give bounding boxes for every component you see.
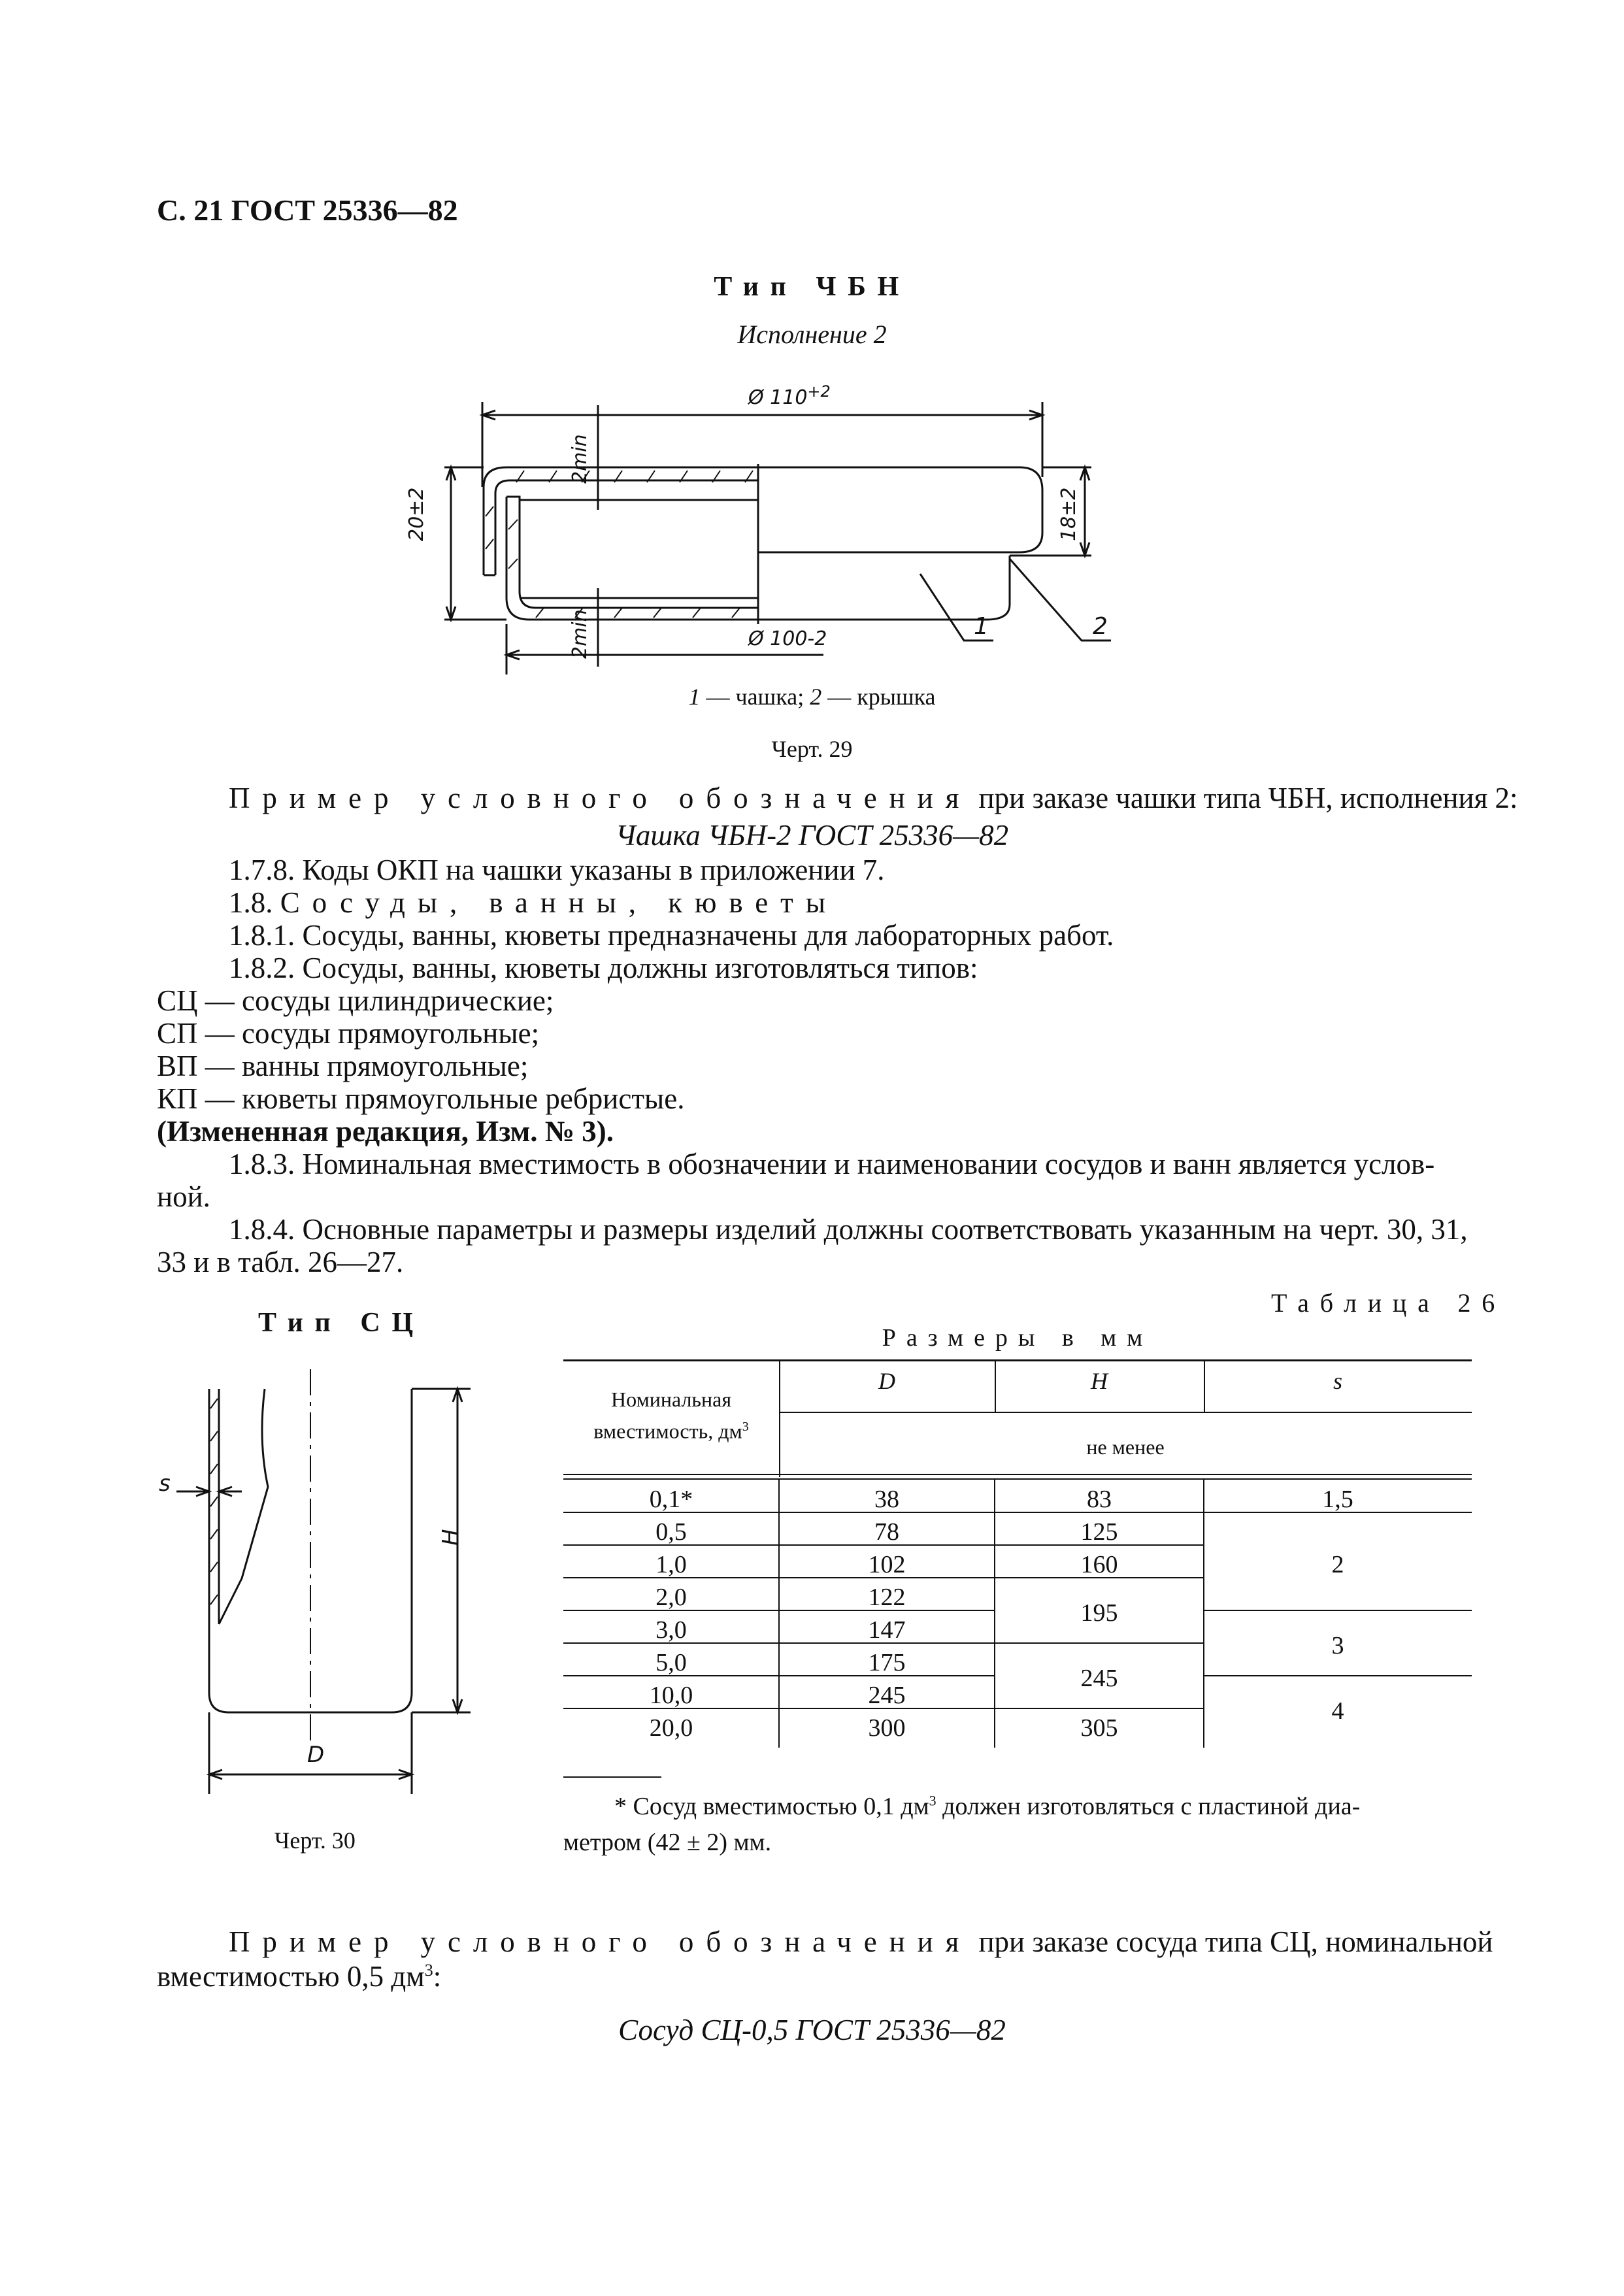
- dim-d-top: Ø $110^{+2}$: [748, 382, 831, 409]
- para-1-8-3b: ной.: [157, 1180, 210, 1213]
- cell-cap-0: 0,1*: [649, 1486, 693, 1513]
- col-header-s: s: [1333, 1368, 1342, 1394]
- para-1-8-2: 1.8.2. Сосуды, ванны, кюветы должны изготовляться типов:: [229, 952, 978, 984]
- figure-29-caption: Черт. 29: [771, 736, 853, 762]
- cell-d-1: 78: [874, 1518, 899, 1546]
- hdr-mid-rule: [779, 1412, 1472, 1413]
- table-26-units: Размеры в мм: [882, 1324, 1153, 1352]
- col-header-d: D: [878, 1368, 895, 1394]
- page-header: С. 21 ГОСТ 25336—82: [157, 193, 458, 227]
- table-26-title: Таблица 26: [1271, 1288, 1506, 1318]
- cell-cap-4: 3,0: [655, 1616, 687, 1644]
- sc-drawing: [150, 1363, 490, 1807]
- cell-cap-5: 5,0: [655, 1649, 687, 1676]
- cell-h-1: 125: [1080, 1518, 1118, 1546]
- type-sc-title: Тип СЦ: [258, 1308, 425, 1338]
- para-1-8: 1.8. Сосуды, ванны, кюветы: [229, 886, 838, 919]
- dim-min-top: 2min: [569, 434, 591, 484]
- cell-d-7: 300: [868, 1714, 906, 1742]
- cell-cap-3: 2,0: [655, 1584, 687, 1611]
- cell-h-5: 245: [1080, 1665, 1118, 1692]
- cell-d-3: 122: [868, 1584, 906, 1611]
- cell-d-5: 175: [868, 1649, 906, 1676]
- legend: 1 — чашка; 2 — крышка: [688, 684, 936, 710]
- footnote-rule: [563, 1776, 661, 1778]
- dim-s: s: [159, 1471, 171, 1497]
- type-vp: ВП — ванны прямоугольные;: [157, 1050, 529, 1082]
- example-1-value: Чашка ЧБН-2 ГОСТ 25336—82: [615, 819, 1009, 852]
- para-1-7-8: 1.7.8. Коды ОКП на чашки указаны в приложении 7.: [229, 854, 885, 886]
- dim-h-left: 20±2: [405, 487, 428, 541]
- dim-d: D: [307, 1742, 325, 1768]
- example-2-value: Сосуд СЦ-0,5 ГОСТ 25336—82: [618, 2014, 1006, 2046]
- type-chbn-subtitle: Исполнение 2: [737, 320, 887, 349]
- type-sp: СП — сосуды прямоугольные;: [157, 1017, 540, 1050]
- cell-s-4: 3: [1331, 1632, 1344, 1659]
- para-1-8-3a: 1.8.3. Номинальная вместимость в обозначении и наименовании сосудов и ванн является услов-: [229, 1148, 1435, 1180]
- para-1-8-4a: 1.8.4. Основные параметры и размеры изделий должны соответствовать указанным на черт. 30, 31,: [229, 1213, 1468, 1246]
- cell-cap-7: 20,0: [649, 1714, 693, 1742]
- footnote-line-1: * Сосуд вместимостью 0,1 $дм^3$ должен изготовляться с пластиной диа-: [614, 1792, 1361, 1820]
- min-note: не менее: [1086, 1435, 1165, 1459]
- cell-h-7: 305: [1080, 1714, 1118, 1742]
- cell-cap-2: 1,0: [655, 1551, 687, 1578]
- para-1-8-1: 1.8.1. Сосуды, ванны, кюветы предназначены для лабораторных работ.: [229, 919, 1114, 952]
- type-kp: КП — кюветы прямоугольные ребристые.: [157, 1082, 685, 1115]
- para-1-8-4b: 33 и в табл. 26—27.: [157, 1246, 404, 1278]
- cell-d-0: 38: [874, 1486, 899, 1513]
- cell-cap-1: 0,5: [655, 1518, 687, 1546]
- cell-d-2: 102: [868, 1551, 906, 1578]
- table-top-rule: [563, 1359, 1472, 1361]
- dim-h: H: [438, 1529, 464, 1546]
- dim-d-bottom: Ø 100-2: [748, 627, 827, 650]
- dim-min-bottom: 2min: [569, 609, 591, 659]
- footnote-line-2: метром (42 ± 2) мм.: [563, 1829, 772, 1856]
- cell-s-0: 1,5: [1322, 1486, 1353, 1513]
- col-header-capacity: Номинальная вместимость, $дм^3$: [593, 1388, 749, 1443]
- type-sc: СЦ — сосуды цилиндрические;: [157, 984, 554, 1017]
- type-chbn-title: Тип ЧБН: [714, 272, 910, 302]
- cell-h-3: 195: [1080, 1599, 1118, 1627]
- cell-h-0: 83: [1087, 1486, 1112, 1513]
- cell-h-2: 160: [1080, 1551, 1118, 1578]
- callout-1: 1: [974, 613, 989, 640]
- amendment: (Измененная редакция, Изм. № 3).: [157, 1115, 614, 1148]
- cell-s-2: 2: [1331, 1551, 1344, 1578]
- hdr-bottom-rule-a: [563, 1474, 1472, 1475]
- example-2: Пример условного обозначения при заказе сосуда типа СЦ, номинальной: [229, 1925, 1493, 1958]
- callout-2: 2: [1093, 613, 1108, 640]
- cell-d-4: 147: [868, 1616, 906, 1644]
- cell-s-6: 4: [1331, 1697, 1344, 1725]
- example-1: Пример условного обозначения при заказе чашки типа ЧБН, исполнения 2:: [229, 782, 1518, 814]
- cell-d-6: 245: [868, 1682, 906, 1709]
- figure-30-caption: Черт. 30: [274, 1827, 356, 1854]
- col-header-h: H: [1091, 1368, 1108, 1394]
- dim-h-right: 18±2: [1057, 487, 1080, 541]
- cell-cap-6: 10,0: [649, 1682, 693, 1709]
- example-2-line-2: вместимостью 0,5 $дм^3$:: [157, 1960, 442, 1993]
